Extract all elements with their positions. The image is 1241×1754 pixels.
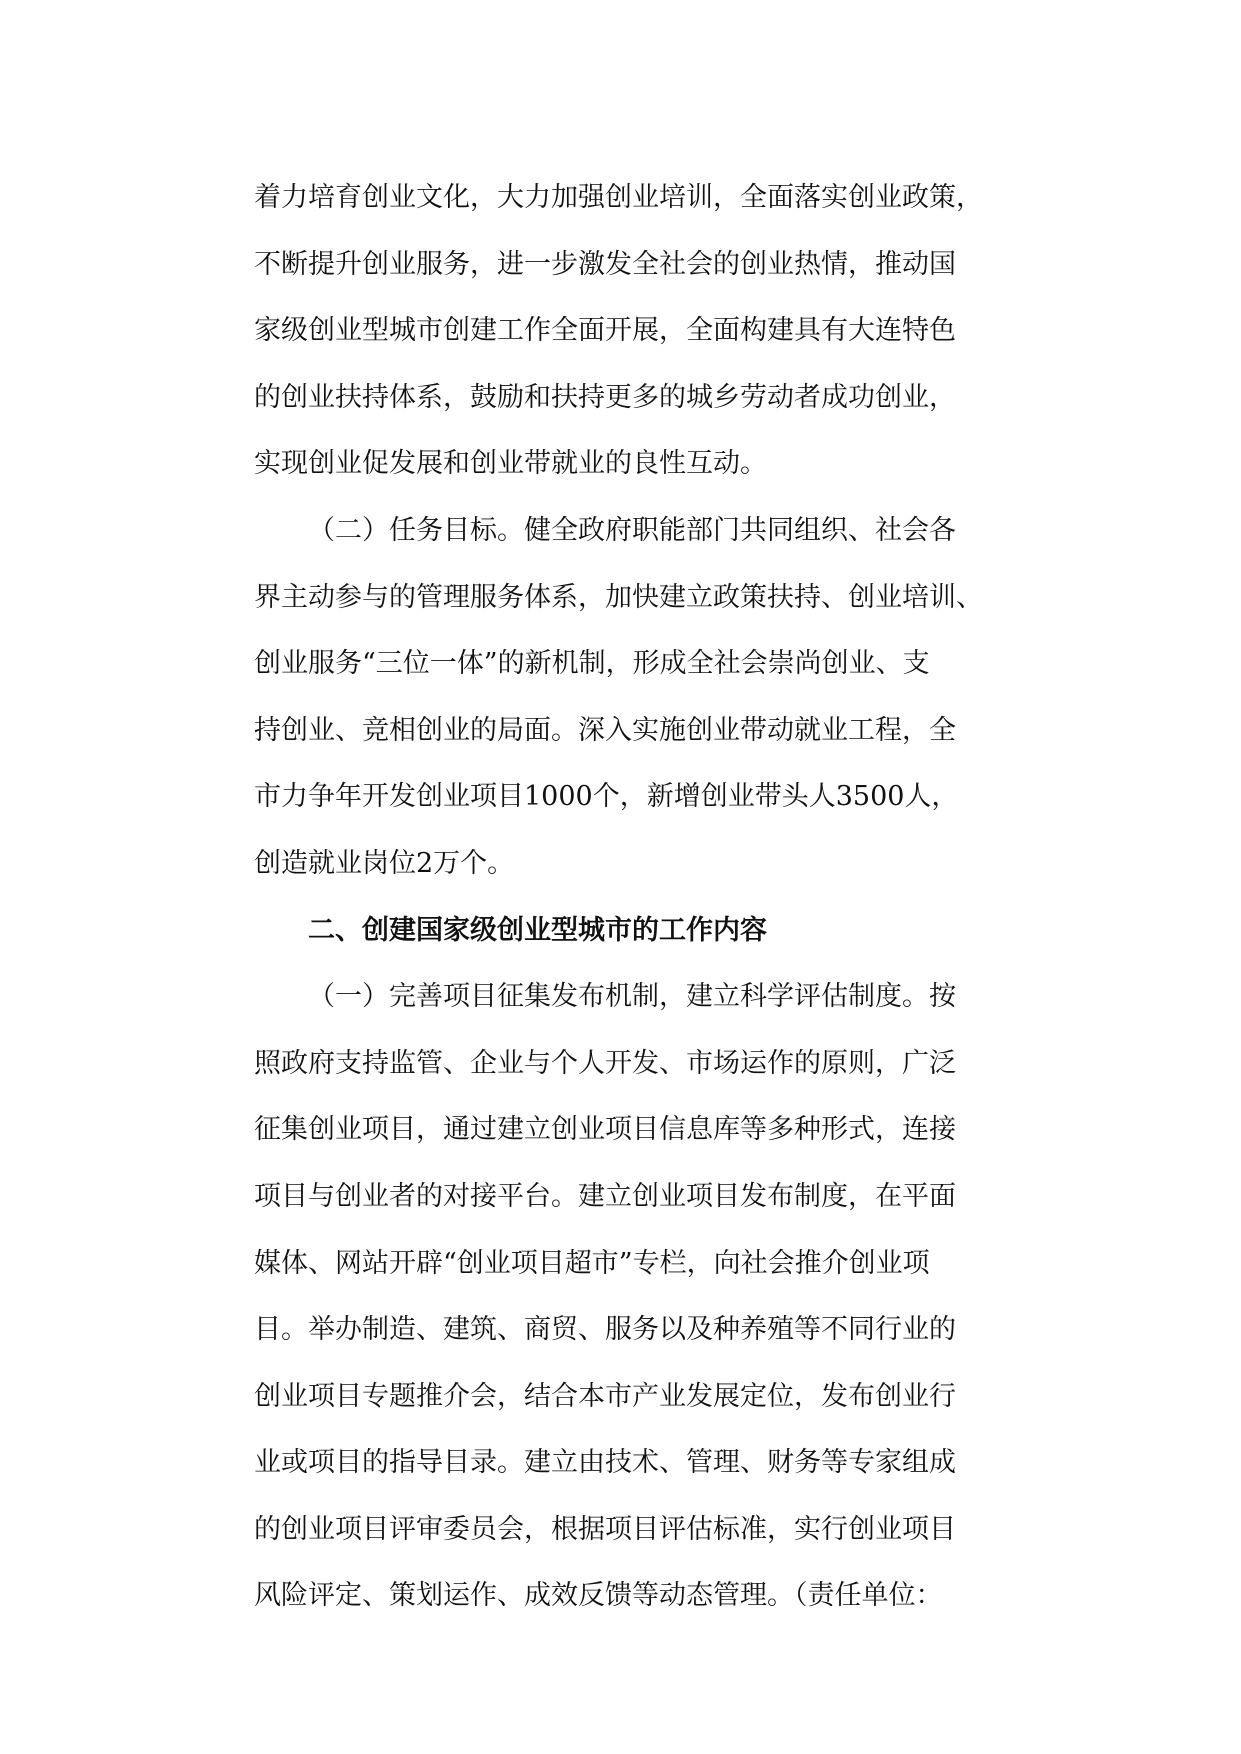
- text-line: 目。举办制造、建筑、商贸、服务以及种养殖等不同行业的: [254, 1314, 956, 1346]
- text-line: 项目与创业者的对接平台。建立创业项目发布制度，在平面: [254, 1180, 956, 1212]
- text-line: 市力争年开发创业项目1000个，新增创业带头人3500人，: [254, 781, 959, 813]
- text-line: 不断提升创业服务，进一步激发全社会的创业热情，推动国: [254, 248, 956, 280]
- text-line: 创造就业岗位2万个。: [254, 847, 515, 879]
- text-line: 创业项目专题推介会，结合本市产业发展定位，发布创业行: [254, 1380, 956, 1412]
- text-line: 实现创业促发展和创业带就业的良性互动。: [254, 448, 767, 480]
- body-text: [254, 165, 995, 1630]
- text-line: 的创业扶持体系，鼓励和扶持更多的城乡劳动者成功创业，: [254, 381, 956, 413]
- text-line: 媒体、网站开辟“创业项目超市”专栏，向社会推介创业项: [254, 1247, 930, 1279]
- text-line: 的创业项目评审委员会，根据项目评估标准，实行创业项目: [254, 1513, 956, 1545]
- text-line: 持创业、竞相创业的局面。深入实施创业带动就业工程，全: [254, 714, 956, 746]
- paragraph-start-project-mechanism: （一）完善项目征集发布机制，建立科学评估制度。按: [308, 981, 956, 1013]
- text-line: 界主动参与的管理服务体系，加快建立政策扶持、创业培训、: [254, 581, 983, 613]
- text-line: 家级创业型城市创建工作全面开展，全面构建具有大连特色: [254, 315, 956, 347]
- text-line: 风险评定、策划运作、成效反馈等动态管理。（责任单位：: [254, 1580, 943, 1612]
- paragraph-start-task-goals: （二）任务目标。健全政府职能部门共同组织、社会各: [308, 514, 956, 546]
- text-line: 创业服务“三位一体”的新机制，形成全社会崇尚创业、支: [254, 648, 930, 680]
- text-line: 征集创业项目，通过建立创业项目信息库等多种形式，连接: [254, 1114, 956, 1146]
- text-line: 业或项目的指导目录。建立由技术、管理、财务等专家组成: [254, 1447, 956, 1479]
- text-line: 着力培育创业文化，大力加强创业培训，全面落实创业政策，: [254, 182, 983, 213]
- section-heading: 二、创建国家级创业型城市的工作内容: [308, 914, 767, 946]
- text-line: 照政府支持监管、企业与个人开发、市场运作的原则，广泛: [254, 1047, 956, 1079]
